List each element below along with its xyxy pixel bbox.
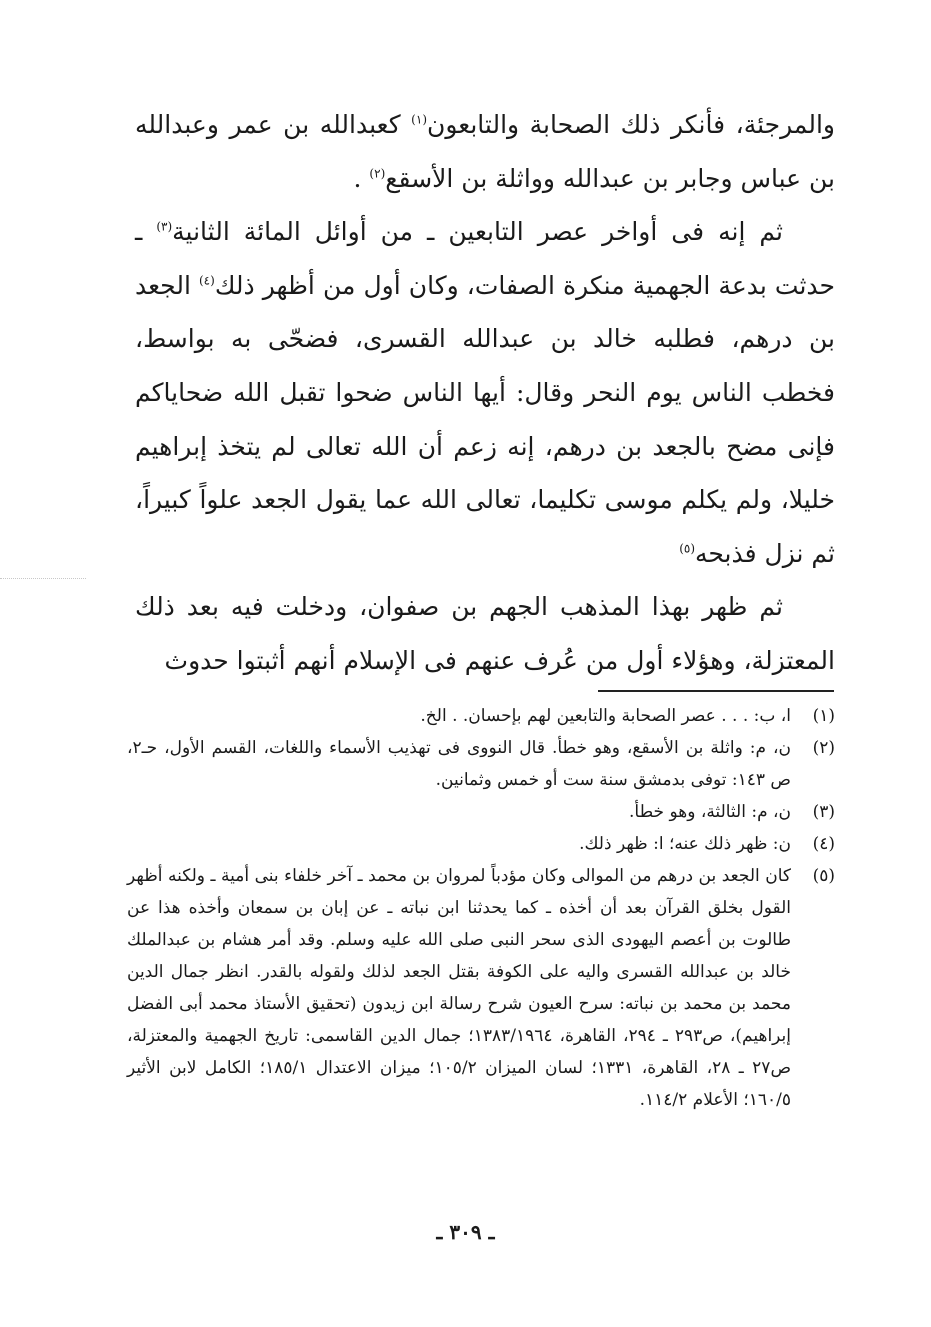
paragraph-text: الجعد بن درهم، فطلبه خالد بن عبدالله القسرى، فضحّى به بواسط، فخطب الناس يوم النحر وقال: أيها الناس ضحوا تقبل الله ضحاياكم فإنى مضح بالجعد بن درهم، إنه زعم أن الله تعالى لم يتخذ إبراهيم خليلا، ولم يكلم موسى تكليما، تعالى الله عما يقول الجعد علواً كبيراً، ثم نزل فذبحه xyxy=(135,270,835,568)
footnote-item xyxy=(127,828,835,860)
body-paragraph xyxy=(135,98,835,205)
footnote-item xyxy=(127,860,835,1116)
footnote-text: ن، م: الثالثة، وهو خطأ. xyxy=(629,802,791,822)
footnote-reference: (٥) xyxy=(679,541,696,556)
footnote-reference: (٢) xyxy=(369,166,386,181)
scan-margin-mark xyxy=(0,578,86,579)
footnote-reference: (١) xyxy=(411,112,427,127)
body-paragraph xyxy=(135,580,835,687)
paragraph-text: ثم ظهر بهذا المذهب الجهم بن صفوان، ودخلت فيه بعد ذلك المعتزلة، وهؤلاء أول من عُرف عنهم فى الإسلام أنهم أثبتوا حدوث xyxy=(135,592,835,675)
footnotes xyxy=(127,700,835,1116)
footnote-item xyxy=(127,796,835,828)
footnote-number: (١) xyxy=(812,706,835,726)
footnote-reference: (٣) xyxy=(156,219,173,234)
footnote-number: (٤) xyxy=(812,834,835,854)
footnote-number: (٥) xyxy=(812,866,835,886)
footnote-text: ن، م: واثلة بن الأسقع، وهو خطأ. قال النووى فى تهذيب الأسماء واللغات، القسم الأول، حـ٢، ص ١٤٣: توفى بدمشق سنة ست أو خمس وثمانين. xyxy=(127,738,791,790)
paragraph-text: ـ حدثت بدعة الجهمية منكرة الصفات، وكان أول من أظهر ذلك xyxy=(135,217,835,300)
footnote-separator xyxy=(598,690,834,692)
body-paragraph xyxy=(135,205,835,580)
paragraph-text: . xyxy=(353,163,370,193)
page-number: ـ ٣٠٩ ـ xyxy=(436,1220,495,1244)
footnote-number: (٢) xyxy=(812,738,835,758)
footnote-text: ن: ظهر ذلك عنه؛ ا: ظهر ذلك. xyxy=(579,834,791,854)
footnote-text: ا، ب: . . . عصر الصحابة والتابعين لهم بإحسان. . الخ. xyxy=(420,706,791,726)
paragraph-text: كعبدالله بن عمر وعبدالله بن عباس وجابر بن عبدالله وواثلة بن الأسقع xyxy=(135,110,835,193)
paragraph-text: والمرجئة، فأنكر ذلك الصحابة والتابعون xyxy=(427,110,835,139)
footnote-number: (٣) xyxy=(812,802,835,822)
footnote-item xyxy=(127,700,835,732)
paragraph-text: ثم إنه فى أواخر عصر التابعين ـ من أوائل المائة الثانية xyxy=(172,217,783,247)
footnote-text: كان الجعد بن درهم من الموالى وكان مؤدباً لمروان بن محمد ـ آخر خلفاء بنى أمية ـ ولكنه أظهر القول بخلق القرآن بعد أن أخذه ـ كما يحدثنا ابن نباته ـ عن إبان بن سمعان وأخذه هذا عن طالوت بن أعصم اليهودى الذى سحر النبى صلى الله عليه وسلم. وقد أمر هشام بن عبدالملك خالد بن عبدالله القسرى واليه على الكوفة بقتل الجعد لذلك ولقوله بالقدر. انظر جمال الدين محمد بن محمد بن نباته: سرح العيون شرح رسالة ابن زيدون (تحقيق الأستاذ محمد أبى الفضل إبراهيم)، ص٢٩٣ ـ ٢٩٤، القاهرة، ١٣٨٣/١٩٦٤؛ جمال الدين القاسمى: تاريخ الجهمية والمعتزلة، ص٢٧ ـ ٢٨، القاهرة، ١٣٣١؛ لسان الميزان ١٠٥/٢؛ ميزان الاعتدال ١٨٥/١؛ الكامل لابن الأثير ١٦٠/٥؛ الأعلام ١١٤/٢. xyxy=(127,866,792,1110)
main-text xyxy=(135,98,835,688)
footnote-reference: (٤) xyxy=(198,273,215,288)
footnote-item xyxy=(127,732,835,796)
